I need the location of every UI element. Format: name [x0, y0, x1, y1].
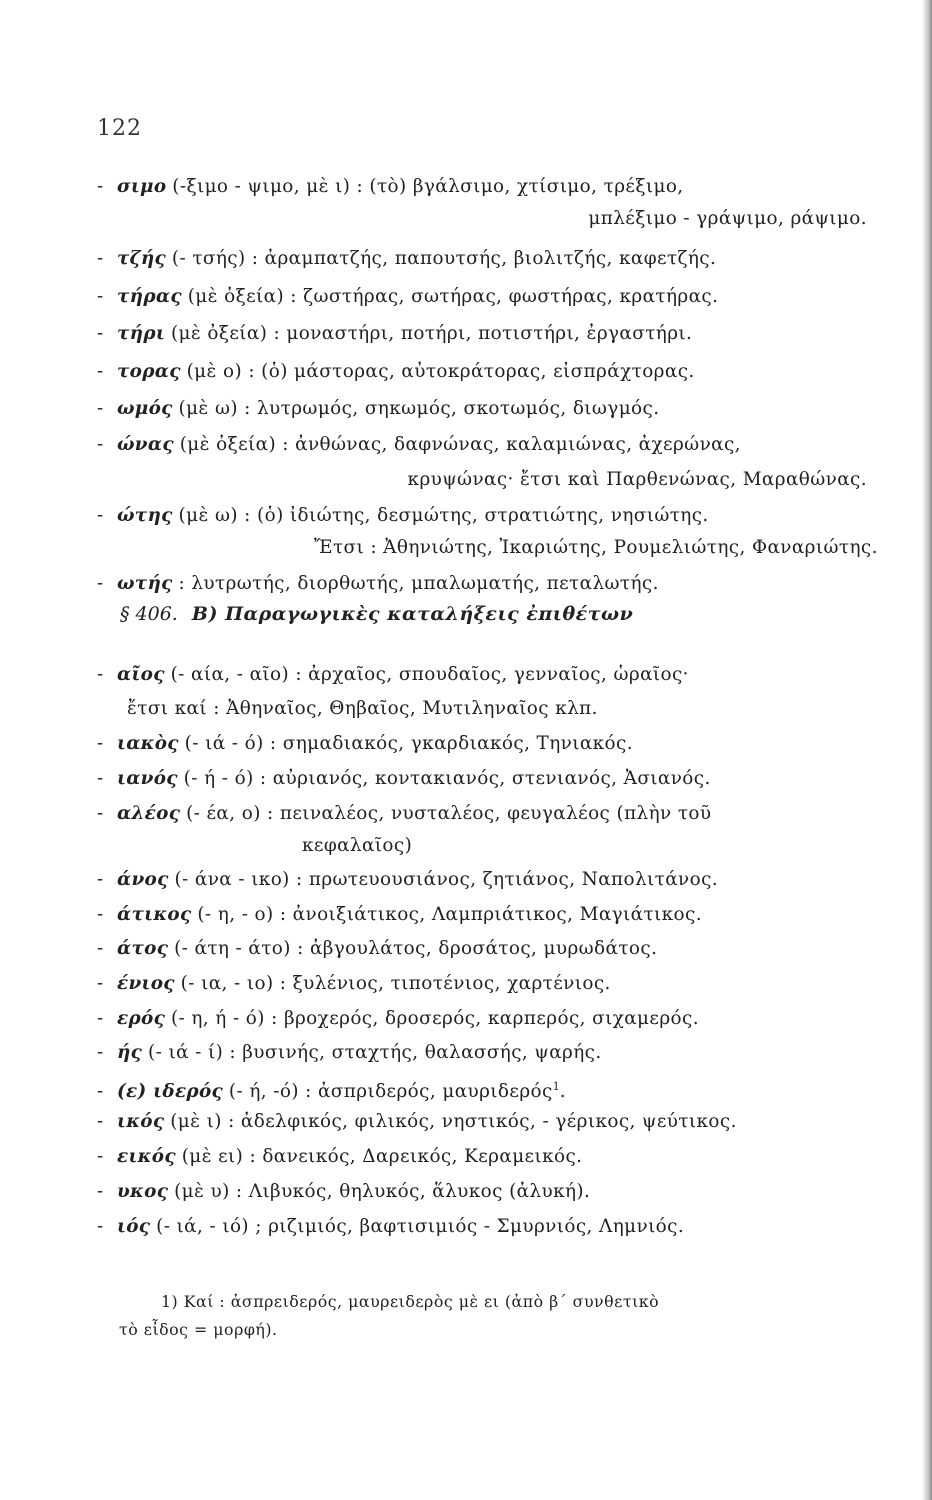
entry-line: - τήρι (μὲ ὀξεία) : μοναστήρι, ποτήρι, ποτιστήρι, ἐργαστήρι.: [97, 323, 693, 344]
entry-suffix: αλέος: [117, 803, 181, 824]
entry-text: (- η, - ο) : ἀνοιξιάτικος, Λαμπριάτικος, Μαγιάτικος.: [197, 904, 702, 925]
entry-suffix: ιακὸς: [117, 733, 179, 754]
entry-line: - ικός (μὲ ι) : ἀδελφικός, φιλικός, νηστικός, - γέρικος, ψεύτικος.: [97, 1111, 737, 1132]
entry-suffix: τήρι: [117, 323, 166, 344]
entry-text: (μὲ ει) : δανεικός, Δαρεικός, Κεραμεικός.: [181, 1146, 583, 1167]
section-number: § 406.: [120, 603, 178, 625]
entry-text: (- αία, - αῖο) : ἀρχαῖος, σπουδαῖος, γενναῖος, ὡραῖος·: [170, 664, 689, 685]
entry-continuation: [97, 832, 872, 860]
section-heading: [120, 603, 633, 625]
entry-text: (μὲ ὀξεία) : μοναστήρι, ποτήρι, ποτιστήρι, ἐργαστήρι.: [170, 323, 693, 344]
entry-text: : λυτρωτής, διορθωτής, μπαλωματής, πεταλωτής.: [178, 573, 659, 594]
entry-line: - ιακὸς (- ιά - ό) : σημαδιακός, γκαρδιακός, Τηνιακός.: [97, 733, 633, 754]
entry-suffix: αῖος: [117, 664, 165, 685]
entry-suffix: άτος: [117, 938, 169, 959]
entry-line: - ής (- ιά - ί) : βυσινής, σταχτής, θαλασσής, ψαρής.: [97, 1042, 602, 1063]
page-edge-shadow: [922, 0, 932, 1500]
entry-line: - ένιος (- ια, - ιο) : ξυλένιος, τιποτένιος, χαρτένιος.: [97, 973, 611, 994]
entry-suffix: άνος: [117, 869, 169, 890]
entry-line: - (ε) ιδερός (- ή, -ό) : ἀσπριδερός, μαυριδερός$^1$.: [97, 1080, 566, 1103]
entry-suffix: ωμός: [117, 398, 173, 419]
entry-text: (- ιά, - ιό) ; ριζιμιός, βαφτισιμιός - Σμυρνιός, Λημνιός.: [156, 1216, 685, 1237]
entry-text: (μὲ ὀξεία) : ζωστήρας, σωτήρας, φωστήρας, κρατήρας.: [187, 286, 719, 307]
entry-text: κρυψώνας· ἔτσι καὶ Παρθενώνας, Μαραθώνας.: [407, 469, 867, 490]
entry-line: - αλέος (- έα, ο) : πειναλέος, νυσταλέος, φευγαλέος (πλὴν τοῦ: [97, 803, 712, 824]
entry-suffix: ιανός: [117, 768, 178, 789]
entry-suffix: τήρας: [117, 286, 182, 307]
entry-continuation: [97, 534, 878, 562]
entry-suffix: (ε) ιδερός: [117, 1081, 224, 1103]
entry-suffix: τορας: [117, 361, 181, 382]
entry-text: (μὲ ὀξεία) : ἀνθώνας, δαφνώνας, καλαμιώνας, ἀχερώνας,: [179, 434, 741, 455]
entry-line: - τορας (μὲ ο) : (ὁ) μάστορας, αὐτοκράτορας, εἰσπράχτορας.: [97, 361, 695, 382]
entry-suffix: σιμο: [117, 176, 167, 197]
entry-suffix: άτικος: [117, 904, 192, 925]
entry-text: μπλέξιμο - γράψιμο, ράψιμο.: [588, 208, 867, 229]
entry-line: - ωτής : λυτρωτής, διορθωτής, μπαλωματής, πεταλωτής.: [97, 573, 659, 594]
page-number: 122: [97, 116, 142, 141]
entry-suffix: ώτης: [117, 505, 173, 526]
entry-text: (μὲ ω) : (ὁ) ἰδιώτης, δεσμώτης, στρατιώτης, νησιώτης.: [178, 505, 709, 526]
entry-text: (- άτη - άτο) : ἀβγουλάτος, δροσάτος, μυρωδάτος.: [174, 938, 658, 959]
entry-text: (-ξιμο - ψιμο, μὲ ι) : (τὸ) βγάλσιμο, χτίσιμο, τρέξιμο,: [172, 176, 684, 197]
entry-suffix: ωτής: [117, 573, 173, 594]
entry-line: - ερός (- η, ή - ό) : βροχερός, δροσερός, καρπερός, σιχαμερός.: [97, 1008, 699, 1029]
entry-line: - αῖος (- αία, - αῖο) : ἀρχαῖος, σπουδαῖος, γενναῖος, ὡραῖος·: [97, 664, 689, 685]
entry-suffix: ένιος: [117, 973, 175, 994]
entry-line: - σιμο (-ξιμο - ψιμο, μὲ ι) : (τὸ) βγάλσιμο, χτίσιμο, τρέξιμο,: [97, 176, 684, 197]
entry-suffix: ερός: [117, 1008, 166, 1029]
entry-line: - τήρας (μὲ ὀξεία) : ζωστήρας, σωτήρας, φωστήρας, κρατήρας.: [97, 286, 719, 307]
entry-text: (μὲ ι) : ἀδελφικός, φιλικός, νηστικός, - γέρικος, ψεύτικος.: [170, 1111, 737, 1132]
entry-line: - ωμός (μὲ ω) : λυτρωμός, σηκωμός, σκοτωμός, διωγμός.: [97, 398, 660, 419]
entry-line: - τζής (- τσής) : ἀραμπατζής, παπουτσής, βιολιτζής, καφετζής.: [97, 248, 717, 269]
footnote-line: 1) Καί : ἀσπρειδερός, μαυρειδερὸς μὲ ει (ἀπὸ β΄ συνθετικὸ: [161, 1292, 660, 1311]
entry-line: - εικός (μὲ ει) : δανεικός, Δαρεικός, Κεραμεικός.: [97, 1146, 583, 1167]
entry-text: (- τσής) : ἀραμπατζής, παπουτσής, βιολιτζής, καφετζής.: [171, 248, 717, 269]
entry-suffix: ώνας: [117, 434, 174, 455]
entry-text: Ἔτσι : Ἀθηνιώτης, Ἰκαριώτης, Ρουμελιώτης, Φαναριώτης.: [314, 537, 878, 558]
entry-text: (- άνα - ικο) : πρωτευουσιάνος, ζητιάνος, Ναπολιτάνος.: [174, 869, 719, 890]
entry-continuation: [97, 466, 872, 494]
entry-text: (- ιά - ό) : σημαδιακός, γκαρδιακός, Τηνιακός.: [184, 733, 633, 754]
entry-suffix: τζής: [117, 248, 167, 269]
entry-line: - ώνας (μὲ ὀξεία) : ἀνθώνας, δαφνώνας, καλαμιώνας, ἀχερώνας,: [97, 434, 741, 455]
entry-line: - ιός (- ιά, - ιό) ; ριζιμιός, βαφτισιμιός - Σμυρνιός, Λημνιός.: [97, 1216, 685, 1237]
section-title: Β) Παραγωγικὲς καταλήξεις ἐπιθέτων: [191, 603, 634, 625]
entry-text: (- η, ή - ό) : βροχερός, δροσερός, καρπερός, σιχαμερός.: [170, 1008, 699, 1029]
entry-text: (- ή, -ό) : ἀσπριδερός, μαυριδερός: [228, 1081, 553, 1103]
entry-suffix: ής: [117, 1042, 143, 1063]
footnote-reference: 1: [552, 1080, 560, 1093]
entry-line: - άνος (- άνα - ικο) : πρωτευουσιάνος, ζητιάνος, Ναπολιτάνος.: [97, 869, 719, 890]
footnote-line: τὸ εἶδος = μορφή).: [119, 1320, 278, 1339]
entry-text: (- έα, ο) : πειναλέος, νυσταλέος, φευγαλέος (πλὴν τοῦ: [186, 803, 712, 824]
entry-continuation: [97, 695, 872, 723]
entry-text: (μὲ ω) : λυτρωμός, σηκωμός, σκοτωμός, διωγμός.: [178, 398, 660, 419]
entry-text: (- ή - ό) : αὐριανός, κοντακιανός, στενιανός, Ἀσιανός.: [183, 768, 711, 789]
entry-text: (- ια, - ιο) : ξυλένιος, τιποτένιος, χαρτένιος.: [180, 973, 611, 994]
entry-line: - άτικος (- η, - ο) : ἀνοιξιάτικος, Λαμπριάτικος, Μαγιάτικος.: [97, 904, 702, 925]
entry-line: - ιανός (- ή - ό) : αὐριανός, κοντακιανός, στενιανός, Ἀσιανός.: [97, 768, 711, 789]
entry-line: - άτος (- άτη - άτο) : ἀβγουλάτος, δροσάτος, μυρωδάτος.: [97, 938, 658, 959]
entry-continuation: [97, 205, 872, 233]
entry-text: ἔτσι καί : Ἀθηναῖος, Θηβαῖος, Μυτιληναῖος κλπ.: [127, 698, 598, 719]
entry-suffix: ικός: [117, 1111, 165, 1132]
entry-line: - ώτης (μὲ ω) : (ὁ) ἰδιώτης, δεσμώτης, στρατιώτης, νησιώτης.: [97, 505, 709, 526]
entry-text: (μὲ ο) : (ὁ) μάστορας, αὐτοκράτορας, εἰσπράχτορας.: [186, 361, 695, 382]
entry-line: - υκος (μὲ υ) : Λιβυκός, θηλυκός, ἅλυκος (ἁλυκή).: [97, 1181, 591, 1202]
entry-text: (μὲ υ) : Λιβυκός, θηλυκός, ἅλυκος (ἁλυκή).: [174, 1181, 591, 1202]
entry-text: (- ιά - ί) : βυσινής, σταχτής, θαλασσής, ψαρής.: [148, 1042, 602, 1063]
entry-text: κεφαλαῖος): [302, 835, 413, 856]
entry-suffix: υκος: [117, 1181, 169, 1202]
entry-suffix: εικός: [117, 1146, 176, 1167]
entry-suffix: ιός: [117, 1216, 151, 1237]
